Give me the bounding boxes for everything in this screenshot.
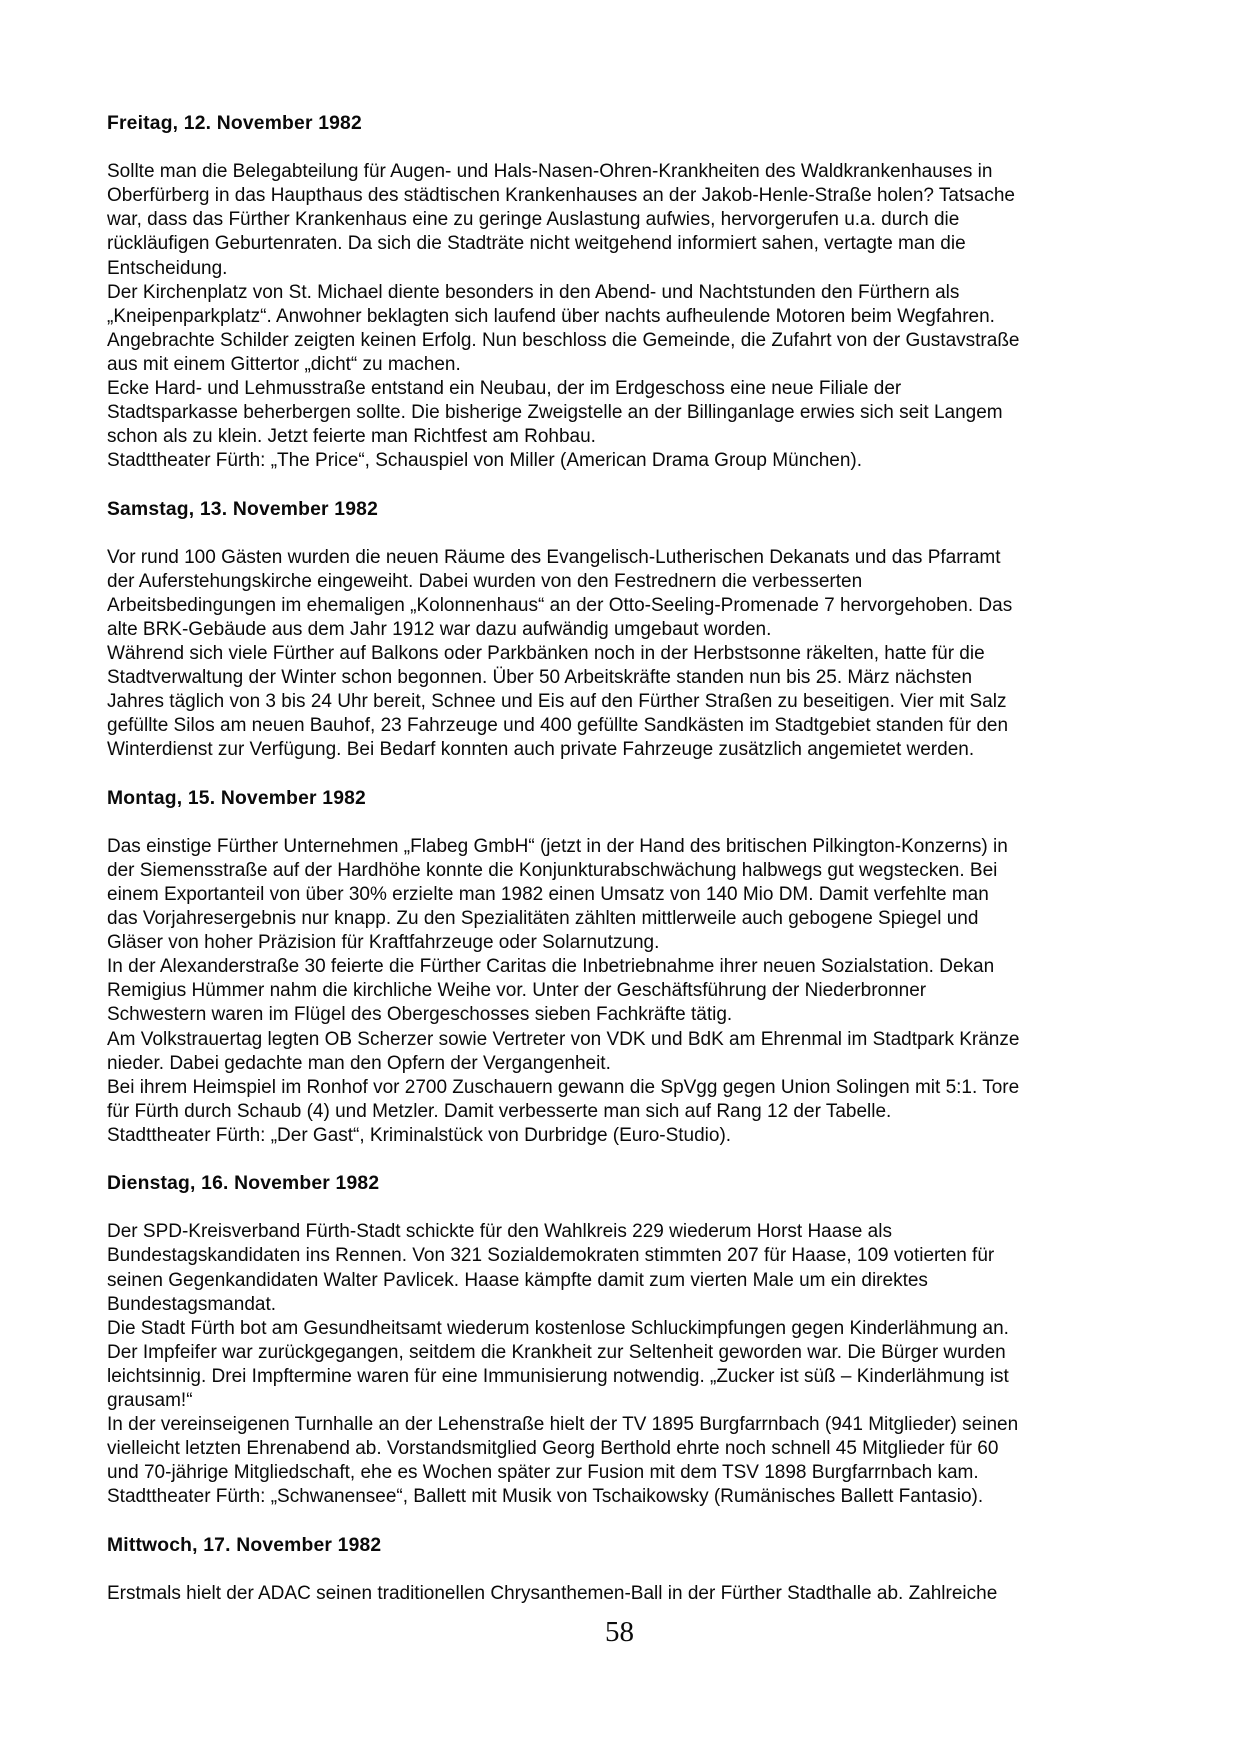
text-line: Bundestagskandidaten ins Rennen. Von 321 Sozialdemokraten stimmten 207 für Haase, 109 votierten für (107, 1245, 995, 1267)
section (107, 1172, 1152, 1509)
text-line: nieder. Dabei gedachte man den Opfern der Vergangenheit. (107, 1052, 611, 1074)
text-line: rückläufigen Geburtenraten. Da sich die Stadträte nicht weitgehend informiert sahen, vertagte man die (107, 233, 966, 255)
text-line: der Auferstehungskirche eingeweiht. Dabei wurden von den Festrednern die verbesserten (107, 570, 863, 592)
text-line: gefüllte Silos am neuen Bauhof, 23 Fahrzeuge und 400 gefüllte Sandkästen im Stadtgebiet standen für den (107, 715, 1009, 737)
text-line: Oberfürberg in das Haupthaus des städtischen Krankenhauses an der Jakob-Henle-Straße holen? Tatsache (107, 185, 1015, 207)
text-line: Arbeitsbedingungen im ehemaligen „Kolonnenhaus“ an der Otto-Seeling-Promenade 7 hervorgehoben. Das (107, 594, 1013, 616)
section (107, 1534, 1152, 1606)
section (107, 112, 1152, 473)
section-heading: Samstag, 13. November 1982 (107, 498, 378, 520)
text-line: Das einstige Fürther Unternehmen „Flabeg GmbH“ (jetzt in der Hand des britischen Pilkington-Konzerns) in (107, 835, 1008, 857)
text-line: In der Alexanderstraße 30 feierte die Fürther Caritas die Inbetriebnahme ihrer neuen Sozialstation. Dekan (107, 956, 995, 978)
text-line: Der Impfeifer war zurückgegangen, seitdem die Krankheit zur Seltenheit geworden war. Die Bürger wurden (107, 1341, 1006, 1363)
text-line: Stadtsparkasse beherbergen sollte. Die bisherige Zweigstelle an der Billinganlage erwies sich seit Langem (107, 402, 1003, 424)
text-line: für Fürth durch Schaub (4) und Metzler. Damit verbesserte man sich auf Rang 12 der Tabelle. (107, 1100, 892, 1122)
text-line: Stadttheater Fürth: „Schwanensee“, Ballett mit Musik von Tschaikowsky (Rumänisches Ballett Fantasio). (107, 1486, 984, 1508)
text-line: Stadttheater Fürth: „The Price“, Schauspiel von Miller (American Drama Group München). (107, 450, 863, 472)
text-line: Vor rund 100 Gästen wurden die neuen Räume des Evangelisch-Lutherischen Dekanats und das Pfarramt (107, 546, 1001, 568)
text-line: vielleicht letzten Ehrenabend ab. Vorstandsmitglied Georg Berthold ehrte noch schnell 45 Mitglieder für 60 (107, 1438, 999, 1460)
text-line: Während sich viele Fürther auf Balkons oder Parkbänken noch in der Herbstsonne räkelten, hatte für die (107, 643, 985, 665)
text-line: alte BRK-Gebäude aus dem Jahr 1912 war dazu aufwändig umgebaut worden. (107, 618, 772, 640)
text-line: Sollte man die Belegabteilung für Augen- und Hals-Nasen-Ohren-Krankheiten des Waldkrankenhauses in (107, 161, 993, 183)
text-line: Bundestagsmandat. (107, 1293, 277, 1315)
text-line: Stadtverwaltung der Winter schon begonnen. Über 50 Arbeitskräfte standen nun bis 25. März nächsten (107, 667, 973, 689)
text-line: seinen Gegenkandidaten Walter Pavlicek. Haase kämpfte damit zum vierten Male um ein direktes (107, 1269, 928, 1291)
text-line: einem Exportanteil von über 30% erzielte man 1982 einen Umsatz von 140 Mio DM. Damit verfehlte man (107, 884, 989, 905)
text-line: In der vereinseigenen Turnhalle an der Lehenstraße hielt der TV 1895 Burgfarrnbach (941 Mitglieder) seinen (107, 1414, 1019, 1436)
text-line: das Vorjahresergebnis nur knapp. Zu den Spezialitäten zählten mittlerweile auch gebogene Spiegel und (107, 908, 979, 930)
text-line: Der Kirchenplatz von St. Michael diente besonders in den Abend- und Nachtstunden den Fürthern als (107, 281, 960, 303)
text-line: der Siemensstraße auf der Hardhöhe konnte die Konjunkturabschwächung halbwegs gut wegstecken. Bei (107, 859, 998, 881)
text-line: Erstmals hielt der ADAC seinen traditionellen Chrysanthemen-Ball in der Fürther Stadthalle ab. Zahlreiche (107, 1582, 998, 1604)
section-heading: Dienstag, 16. November 1982 (107, 1173, 380, 1195)
text-line: Angebrachte Schilder zeigten keinen Erfolg. Nun beschloss die Gemeinde, die Zufahrt von der Gustavstraße (107, 329, 1020, 351)
section-heading: Freitag, 12. November 1982 (107, 113, 362, 134)
text-line: Stadttheater Fürth: „Der Gast“, Kriminalstück von Durbridge (Euro-Studio). (107, 1124, 732, 1146)
page-number: 58 (605, 1616, 634, 1648)
text-line: und 70-jährige Mitgliedschaft, ehe es Wochen später zur Fusion mit dem TSV 1898 Burgfarrnbach kam. (107, 1462, 979, 1484)
text-line: Der SPD-Kreisverband Fürth-Stadt schickte für den Wahlkreis 229 wiederum Horst Haase als (107, 1221, 892, 1243)
text-line: Schwestern waren im Flügel des Obergeschosses sieben Fachkräfte tätig. (107, 1004, 733, 1026)
text-line: Am Volkstrauertag legten OB Scherzer sowie Vertreter von VDK und BdK am Ehrenmal im Stadtpark Kränze (107, 1028, 1020, 1050)
text-line: Die Stadt Fürth bot am Gesundheitsamt wiederum kostenlose Schluckimpfungen gegen Kinderlähmung an. (107, 1317, 1009, 1339)
text-line: „Kneipenparkplatz“. Anwohner beklagten sich laufend über nachts aufheulende Motoren beim Wegfahren. (107, 305, 995, 327)
text-line: Ecke Hard- und Lehmusstraße entstand ein Neubau, der im Erdgeschoss eine neue Filiale der (107, 378, 902, 400)
section (107, 498, 1152, 763)
text-line: Jahres täglich von 3 bis 24 Uhr bereit, Schnee und Eis auf den Fürther Straßen zu beseitigen. Vier mit Salz (107, 691, 1007, 713)
text-line: Gläser von hoher Präzision für Kraftfahrzeuge oder Solarnutzung. (107, 932, 660, 954)
text-line: Winterdienst zur Verfügung. Bei Bedarf konnten auch private Fahrzeuge zusätzlich angemietet werden. (107, 739, 975, 761)
section-heading: Mittwoch, 17. November 1982 (107, 1534, 382, 1556)
text-line: schon als zu klein. Jetzt feierte man Richtfest am Rohbau. (107, 426, 596, 448)
text-line: grausam!“ (107, 1389, 193, 1411)
text-line: leichtsinnig. Drei Impftermine waren für eine Immunisierung notwendig. „Zucker ist süß – Kinderlähmung ist (107, 1365, 1009, 1387)
section-heading: Montag, 15. November 1982 (107, 787, 366, 809)
text-line: Entscheidung. (107, 257, 228, 279)
document-content (107, 112, 1152, 1606)
text-line: Bei ihrem Heimspiel im Ronhof vor 2700 Zuschauern gewann die SpVgg gegen Union Solingen mit 5:1. Tore (107, 1076, 1020, 1098)
text-line: war, dass das Fürther Krankenhaus eine zu geringe Auslastung aufwies, hervorgerufen u.a. durch die (107, 209, 960, 231)
text-line: Remigius Hümmer nahm die kirchliche Weihe vor. Unter der Geschäftsführung der Niederbronner (107, 980, 927, 1002)
text-line: aus mit einem Gittertor „dicht“ zu machen. (107, 353, 461, 375)
section (107, 787, 1152, 1148)
